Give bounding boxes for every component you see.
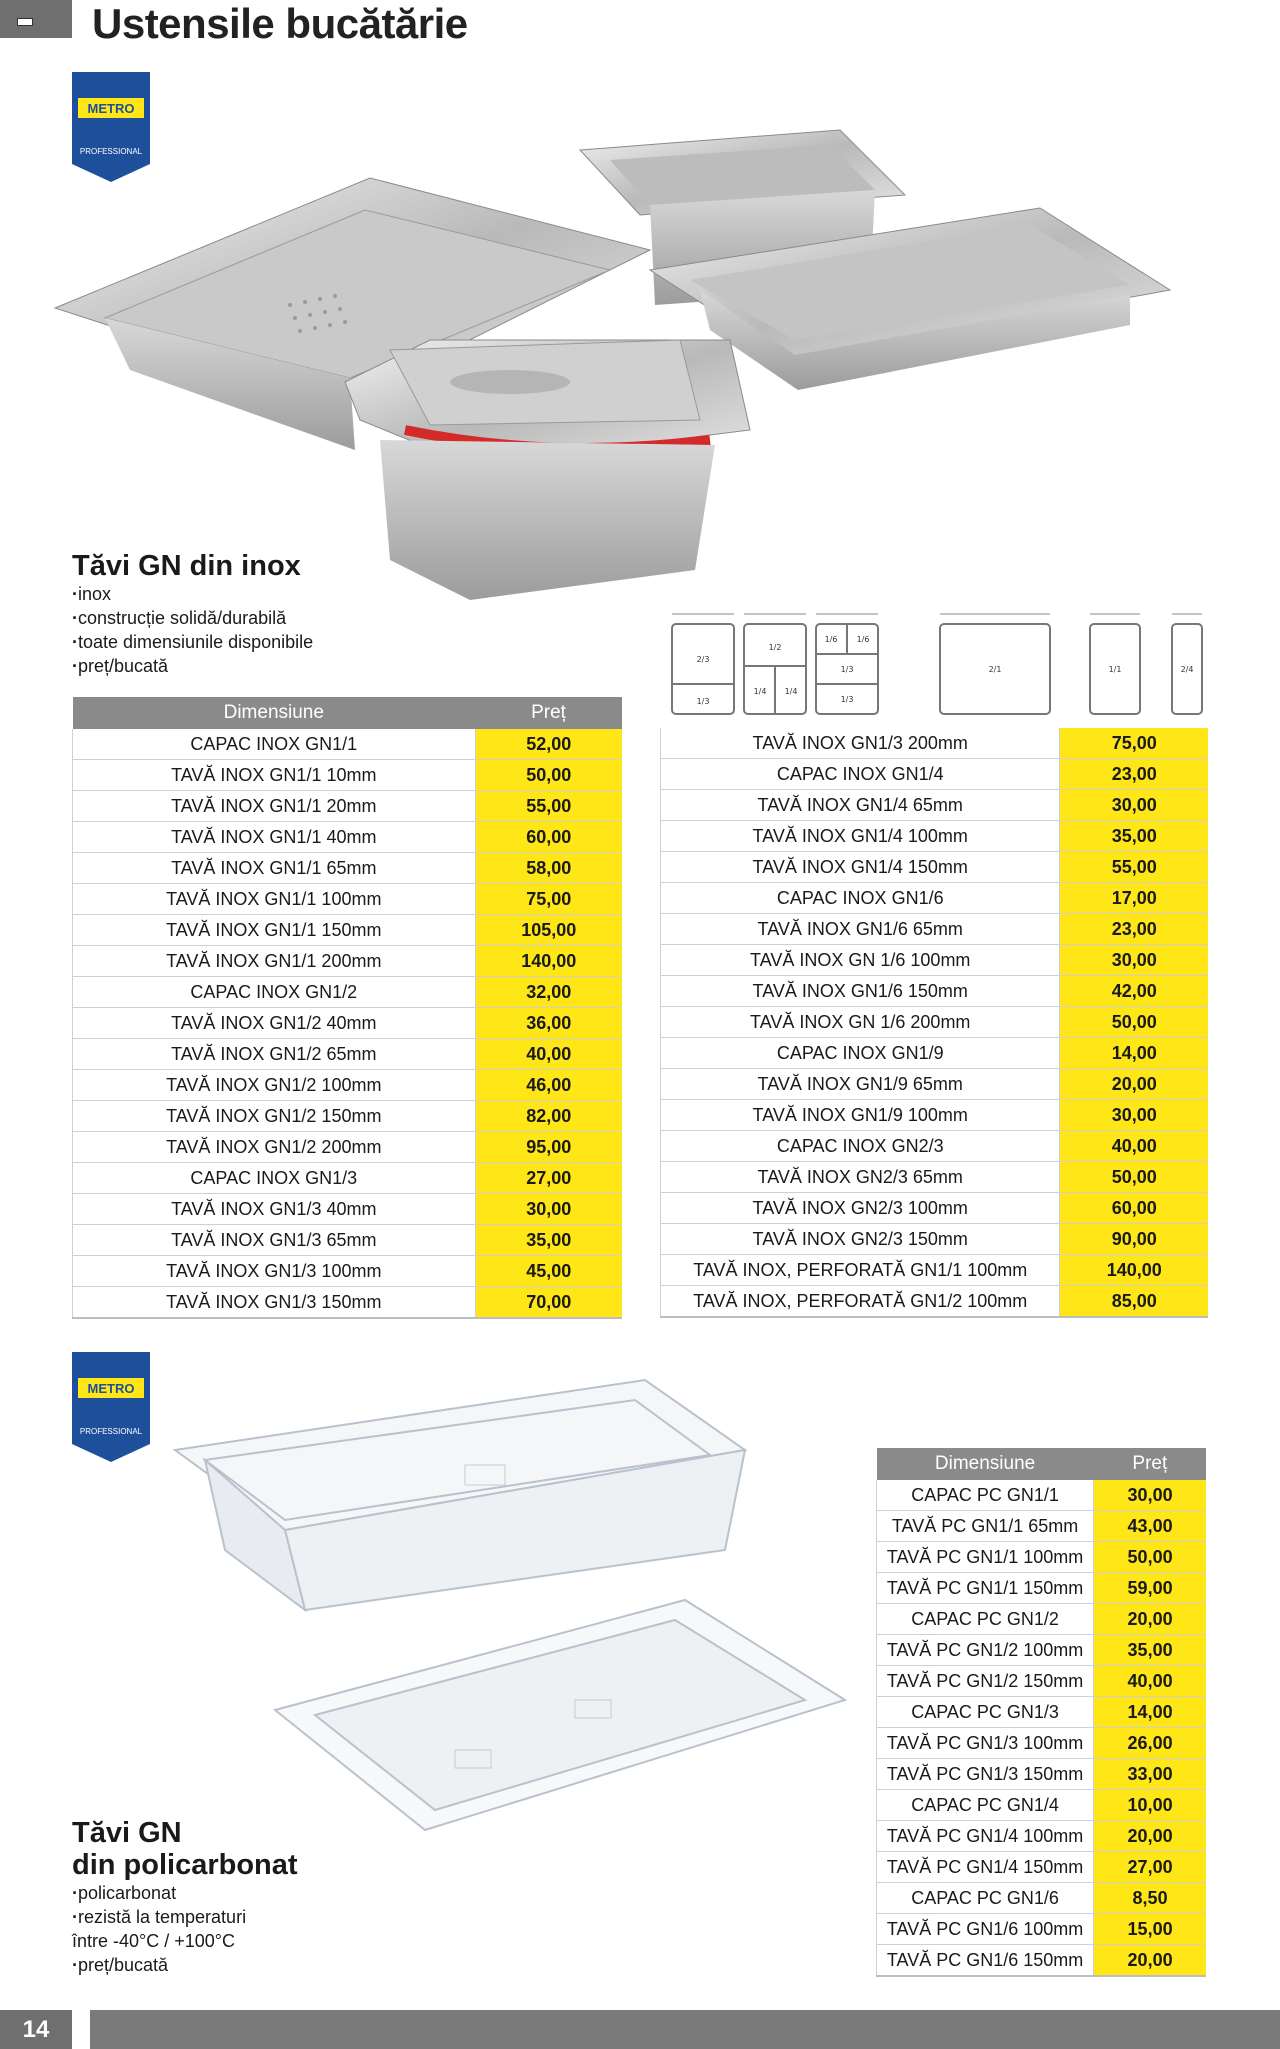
column-header-price: Preț <box>475 697 622 729</box>
table-row <box>877 1728 1207 1759</box>
product-price: 82,00 <box>475 1101 622 1132</box>
product-dimension: CAPAC INOX GN1/9 <box>661 1038 1060 1069</box>
table-row <box>877 1914 1207 1945</box>
product-dimension: TAVĂ INOX GN1/1 65mm <box>73 853 476 884</box>
header-bar <box>0 0 72 38</box>
table-row <box>877 1542 1207 1573</box>
inox-feature-item: · inox <box>72 582 313 606</box>
logo-sub-text: PROFESSIONAL <box>79 147 143 156</box>
footer-bar <box>90 2010 1280 2049</box>
pc-section-title <box>72 1817 298 1881</box>
product-dimension: TAVĂ PC GN1/4 100mm <box>877 1821 1094 1852</box>
table-row <box>877 1604 1207 1635</box>
column-header-price: Preț <box>1094 1448 1206 1480</box>
pc-feature-item: · preț/bucată <box>72 1953 246 1977</box>
product-price: 105,00 <box>475 915 622 946</box>
table-row <box>73 1132 623 1163</box>
logo-brand-text: METRO <box>87 101 135 116</box>
inox-price-table-2 <box>660 728 1208 1318</box>
product-dimension: TAVĂ PC GN1/6 100mm <box>877 1914 1094 1945</box>
table-row <box>877 1852 1207 1883</box>
product-dimension: TAVĂ INOX GN1/2 150mm <box>73 1101 476 1132</box>
table-row <box>73 1225 623 1256</box>
product-dimension: CAPAC PC GN1/6 <box>877 1883 1094 1914</box>
product-price: 60,00 <box>475 822 622 853</box>
product-dimension: TAVĂ INOX GN1/1 10mm <box>73 760 476 791</box>
product-dimension: TAVĂ INOX GN1/3 40mm <box>73 1194 476 1225</box>
logo-brand-text: METRO <box>87 1381 135 1396</box>
page-number: 14 <box>0 2010 72 2049</box>
diagram-label: 1/6 <box>856 635 870 644</box>
stainless-trays-photo <box>50 90 1180 610</box>
product-dimension: TAVĂ INOX, PERFORATĂ GN1/1 100mm <box>661 1255 1060 1286</box>
table-row <box>661 1162 1209 1193</box>
product-price: 95,00 <box>475 1132 622 1163</box>
product-dimension: TAVĂ PC GN1/3 150mm <box>877 1759 1094 1790</box>
product-price: 35,00 <box>475 1225 622 1256</box>
table-row <box>877 1573 1207 1604</box>
product-dimension: TAVĂ INOX GN 1/6 200mm <box>661 1007 1060 1038</box>
table-row <box>877 1511 1207 1542</box>
product-price: 15,00 <box>1094 1914 1206 1945</box>
product-dimension: TAVĂ INOX GN2/3 100mm <box>661 1193 1060 1224</box>
product-price: 50,00 <box>475 760 622 791</box>
product-price: 46,00 <box>475 1070 622 1101</box>
table-row <box>661 1038 1209 1069</box>
pc-feature-item: · rezistă la temperaturi <box>72 1905 246 1929</box>
product-price: 140,00 <box>1060 1255 1208 1286</box>
table-row <box>661 1193 1209 1224</box>
product-dimension: CAPAC PC GN1/1 <box>877 1480 1094 1511</box>
product-price: 58,00 <box>475 853 622 884</box>
inox-feature-list <box>72 582 313 678</box>
pc-price-table <box>876 1448 1206 1977</box>
product-price: 90,00 <box>1060 1224 1208 1255</box>
product-dimension: TAVĂ INOX GN1/1 150mm <box>73 915 476 946</box>
table-row <box>661 821 1209 852</box>
product-price: 20,00 <box>1060 1069 1208 1100</box>
product-dimension: CAPAC PC GN1/3 <box>877 1697 1094 1728</box>
table-row <box>661 1224 1209 1255</box>
table-row <box>661 945 1209 976</box>
product-dimension: TAVĂ PC GN1/1 65mm <box>877 1511 1094 1542</box>
table-row <box>73 1194 623 1225</box>
product-dimension: CAPAC INOX GN1/6 <box>661 883 1060 914</box>
product-dimension: TAVĂ INOX GN1/9 100mm <box>661 1100 1060 1131</box>
product-dimension: TAVĂ INOX GN2/3 65mm <box>661 1162 1060 1193</box>
table-row <box>73 1039 623 1070</box>
inox-section-title: Tăvi GN din inox <box>72 550 301 582</box>
table-row <box>73 760 623 791</box>
product-price: 20,00 <box>1094 1821 1206 1852</box>
column-header-dimension: Dimensiune <box>73 697 476 729</box>
table-row <box>877 1635 1207 1666</box>
product-dimension: TAVĂ INOX GN1/4 150mm <box>661 852 1060 883</box>
table-row <box>877 1790 1207 1821</box>
product-dimension: TAVĂ PC GN1/4 150mm <box>877 1852 1094 1883</box>
page-title: Ustensile bucătărie <box>92 0 468 47</box>
product-price: 70,00 <box>475 1287 622 1319</box>
table-row <box>73 1256 623 1287</box>
product-dimension: CAPAC INOX GN1/1 <box>73 729 476 760</box>
product-price: 14,00 <box>1060 1038 1208 1069</box>
product-dimension: CAPAC PC GN1/4 <box>877 1790 1094 1821</box>
product-price: 35,00 <box>1094 1635 1206 1666</box>
product-price: 55,00 <box>1060 852 1208 883</box>
table-row <box>73 884 623 915</box>
table-row <box>661 728 1209 759</box>
diagram-label: 1/2 <box>768 643 782 652</box>
table-row <box>877 1759 1207 1790</box>
table-row <box>877 1821 1207 1852</box>
pc-title-line: din policarbonat <box>72 1849 298 1881</box>
product-price: 40,00 <box>1060 1131 1208 1162</box>
diagram-label: 1/4 <box>753 687 767 696</box>
product-dimension: TAVĂ INOX GN1/9 65mm <box>661 1069 1060 1100</box>
product-price: 27,00 <box>1094 1852 1206 1883</box>
product-price: 14,00 <box>1094 1697 1206 1728</box>
diagram-label: 1/3 <box>840 665 854 674</box>
gn-size-diagrams <box>660 604 1208 720</box>
product-dimension: TAVĂ PC GN1/3 100mm <box>877 1728 1094 1759</box>
product-dimension: CAPAC PC GN1/2 <box>877 1604 1094 1635</box>
table-row <box>877 1697 1207 1728</box>
product-dimension: TAVĂ INOX GN1/1 100mm <box>73 884 476 915</box>
product-price: 20,00 <box>1094 1604 1206 1635</box>
product-dimension: TAVĂ INOX GN1/3 65mm <box>73 1225 476 1256</box>
product-price: 30,00 <box>1060 945 1208 976</box>
product-price: 43,00 <box>1094 1511 1206 1542</box>
product-dimension: TAVĂ INOX GN1/2 100mm <box>73 1070 476 1101</box>
diagram-label: 1/3 <box>840 695 854 704</box>
pc-title-line: Tăvi GN <box>72 1817 182 1849</box>
product-price: 30,00 <box>1094 1480 1206 1511</box>
product-price: 33,00 <box>1094 1759 1206 1790</box>
diagram-label: 2/4 <box>1180 665 1194 674</box>
pc-feature-continuation: între -40°C / +100°C <box>72 1931 235 1951</box>
product-dimension: TAVĂ INOX GN1/1 200mm <box>73 946 476 977</box>
product-dimension: CAPAC INOX GN1/2 <box>73 977 476 1008</box>
product-price: 23,00 <box>1060 759 1208 790</box>
product-dimension: TAVĂ INOX GN1/3 100mm <box>73 1256 476 1287</box>
table-row <box>877 1480 1207 1511</box>
table-row <box>73 822 623 853</box>
product-dimension: TAVĂ PC GN1/2 100mm <box>877 1635 1094 1666</box>
product-price: 20,00 <box>1094 1945 1206 1977</box>
diagram-label: 1/4 <box>784 687 798 696</box>
table-row <box>661 1007 1209 1038</box>
inox-feature-item: · toate dimensiunile disponibile <box>72 630 313 654</box>
product-dimension: TAVĂ INOX GN1/4 100mm <box>661 821 1060 852</box>
diagram-label: 1/6 <box>824 635 838 644</box>
product-dimension: TAVĂ INOX GN1/6 150mm <box>661 976 1060 1007</box>
product-dimension: TAVĂ INOX GN1/4 65mm <box>661 790 1060 821</box>
product-price: 85,00 <box>1060 1286 1208 1318</box>
product-price: 27,00 <box>475 1163 622 1194</box>
inox-feature-item: · construcție solidă/durabilă <box>72 606 313 630</box>
table-row <box>73 1163 623 1194</box>
product-price: 50,00 <box>1060 1007 1208 1038</box>
product-price: 50,00 <box>1060 1162 1208 1193</box>
product-price: 60,00 <box>1060 1193 1208 1224</box>
product-price: 75,00 <box>1060 728 1208 759</box>
table-row <box>661 1069 1209 1100</box>
product-price: 40,00 <box>1094 1666 1206 1697</box>
inox-feature-item: · preț/bucată <box>72 654 313 678</box>
product-price: 26,00 <box>1094 1728 1206 1759</box>
table-row <box>661 790 1209 821</box>
logo-sub-text: PROFESSIONAL <box>79 1427 143 1436</box>
product-price: 140,00 <box>475 946 622 977</box>
product-price: 45,00 <box>475 1256 622 1287</box>
table-row <box>73 1101 623 1132</box>
product-dimension: TAVĂ PC GN1/6 150mm <box>877 1945 1094 1977</box>
table-row <box>877 1883 1207 1914</box>
product-price: 17,00 <box>1060 883 1208 914</box>
table-row <box>73 853 623 884</box>
header-marker-icon <box>17 18 33 26</box>
table-row <box>73 729 623 760</box>
table-row <box>73 1008 623 1039</box>
table-row <box>661 1131 1209 1162</box>
product-price: 40,00 <box>475 1039 622 1070</box>
product-dimension: TAVĂ INOX GN1/3 200mm <box>661 728 1060 759</box>
table-row <box>661 1100 1209 1131</box>
table-row <box>877 1666 1207 1697</box>
pc-feature-item: · policarbonat <box>72 1881 246 1905</box>
table-row <box>661 852 1209 883</box>
table-row <box>661 1255 1209 1286</box>
table-row <box>661 883 1209 914</box>
table-row <box>661 976 1209 1007</box>
product-price: 32,00 <box>475 977 622 1008</box>
product-dimension: TAVĂ INOX GN2/3 150mm <box>661 1224 1060 1255</box>
product-dimension: TAVĂ INOX GN1/6 65mm <box>661 914 1060 945</box>
product-price: 30,00 <box>475 1194 622 1225</box>
product-dimension: TAVĂ INOX GN1/2 65mm <box>73 1039 476 1070</box>
product-price: 42,00 <box>1060 976 1208 1007</box>
product-price: 8,50 <box>1094 1883 1206 1914</box>
product-dimension: CAPAC INOX GN1/4 <box>661 759 1060 790</box>
product-price: 75,00 <box>475 884 622 915</box>
product-price: 30,00 <box>1060 1100 1208 1131</box>
product-price: 55,00 <box>475 791 622 822</box>
product-dimension: TAVĂ INOX GN 1/6 100mm <box>661 945 1060 976</box>
product-price: 50,00 <box>1094 1542 1206 1573</box>
table-row <box>73 977 623 1008</box>
product-dimension: TAVĂ PC GN1/1 100mm <box>877 1542 1094 1573</box>
product-price: 30,00 <box>1060 790 1208 821</box>
table-row <box>73 1287 623 1319</box>
column-header-dimension: Dimensiune <box>877 1448 1094 1480</box>
pc-feature-list <box>72 1881 246 1977</box>
product-dimension: TAVĂ INOX GN1/1 40mm <box>73 822 476 853</box>
table-row <box>73 915 623 946</box>
table-row <box>661 1286 1209 1318</box>
product-price: 36,00 <box>475 1008 622 1039</box>
product-dimension: TAVĂ PC GN1/2 150mm <box>877 1666 1094 1697</box>
product-price: 59,00 <box>1094 1573 1206 1604</box>
product-price: 35,00 <box>1060 821 1208 852</box>
diagram-label: 1/1 <box>1108 665 1122 674</box>
page-footer <box>0 2010 1280 2049</box>
product-price: 23,00 <box>1060 914 1208 945</box>
table-row <box>661 759 1209 790</box>
table-row <box>661 914 1209 945</box>
diagram-label: 2/3 <box>696 655 710 664</box>
product-dimension: TAVĂ INOX GN1/1 20mm <box>73 791 476 822</box>
inox-price-table-1 <box>72 697 622 1319</box>
table-row <box>73 1070 623 1101</box>
product-price: 52,00 <box>475 729 622 760</box>
product-dimension: TAVĂ INOX GN1/2 40mm <box>73 1008 476 1039</box>
product-dimension: CAPAC INOX GN2/3 <box>661 1131 1060 1162</box>
diagram-label: 2/1 <box>988 665 1002 674</box>
product-dimension: TAVĂ INOX GN1/2 200mm <box>73 1132 476 1163</box>
polycarbonate-trays-photo <box>165 1370 855 1840</box>
product-price: 10,00 <box>1094 1790 1206 1821</box>
table-row <box>877 1945 1207 1977</box>
diagram-label: 1/3 <box>696 697 710 706</box>
product-dimension: TAVĂ INOX, PERFORATĂ GN1/2 100mm <box>661 1286 1060 1318</box>
product-dimension: CAPAC INOX GN1/3 <box>73 1163 476 1194</box>
product-dimension: TAVĂ INOX GN1/3 150mm <box>73 1287 476 1319</box>
metro-professional-logo <box>72 1352 150 1452</box>
table-row <box>73 946 623 977</box>
table-row <box>73 791 623 822</box>
product-dimension: TAVĂ PC GN1/1 150mm <box>877 1573 1094 1604</box>
